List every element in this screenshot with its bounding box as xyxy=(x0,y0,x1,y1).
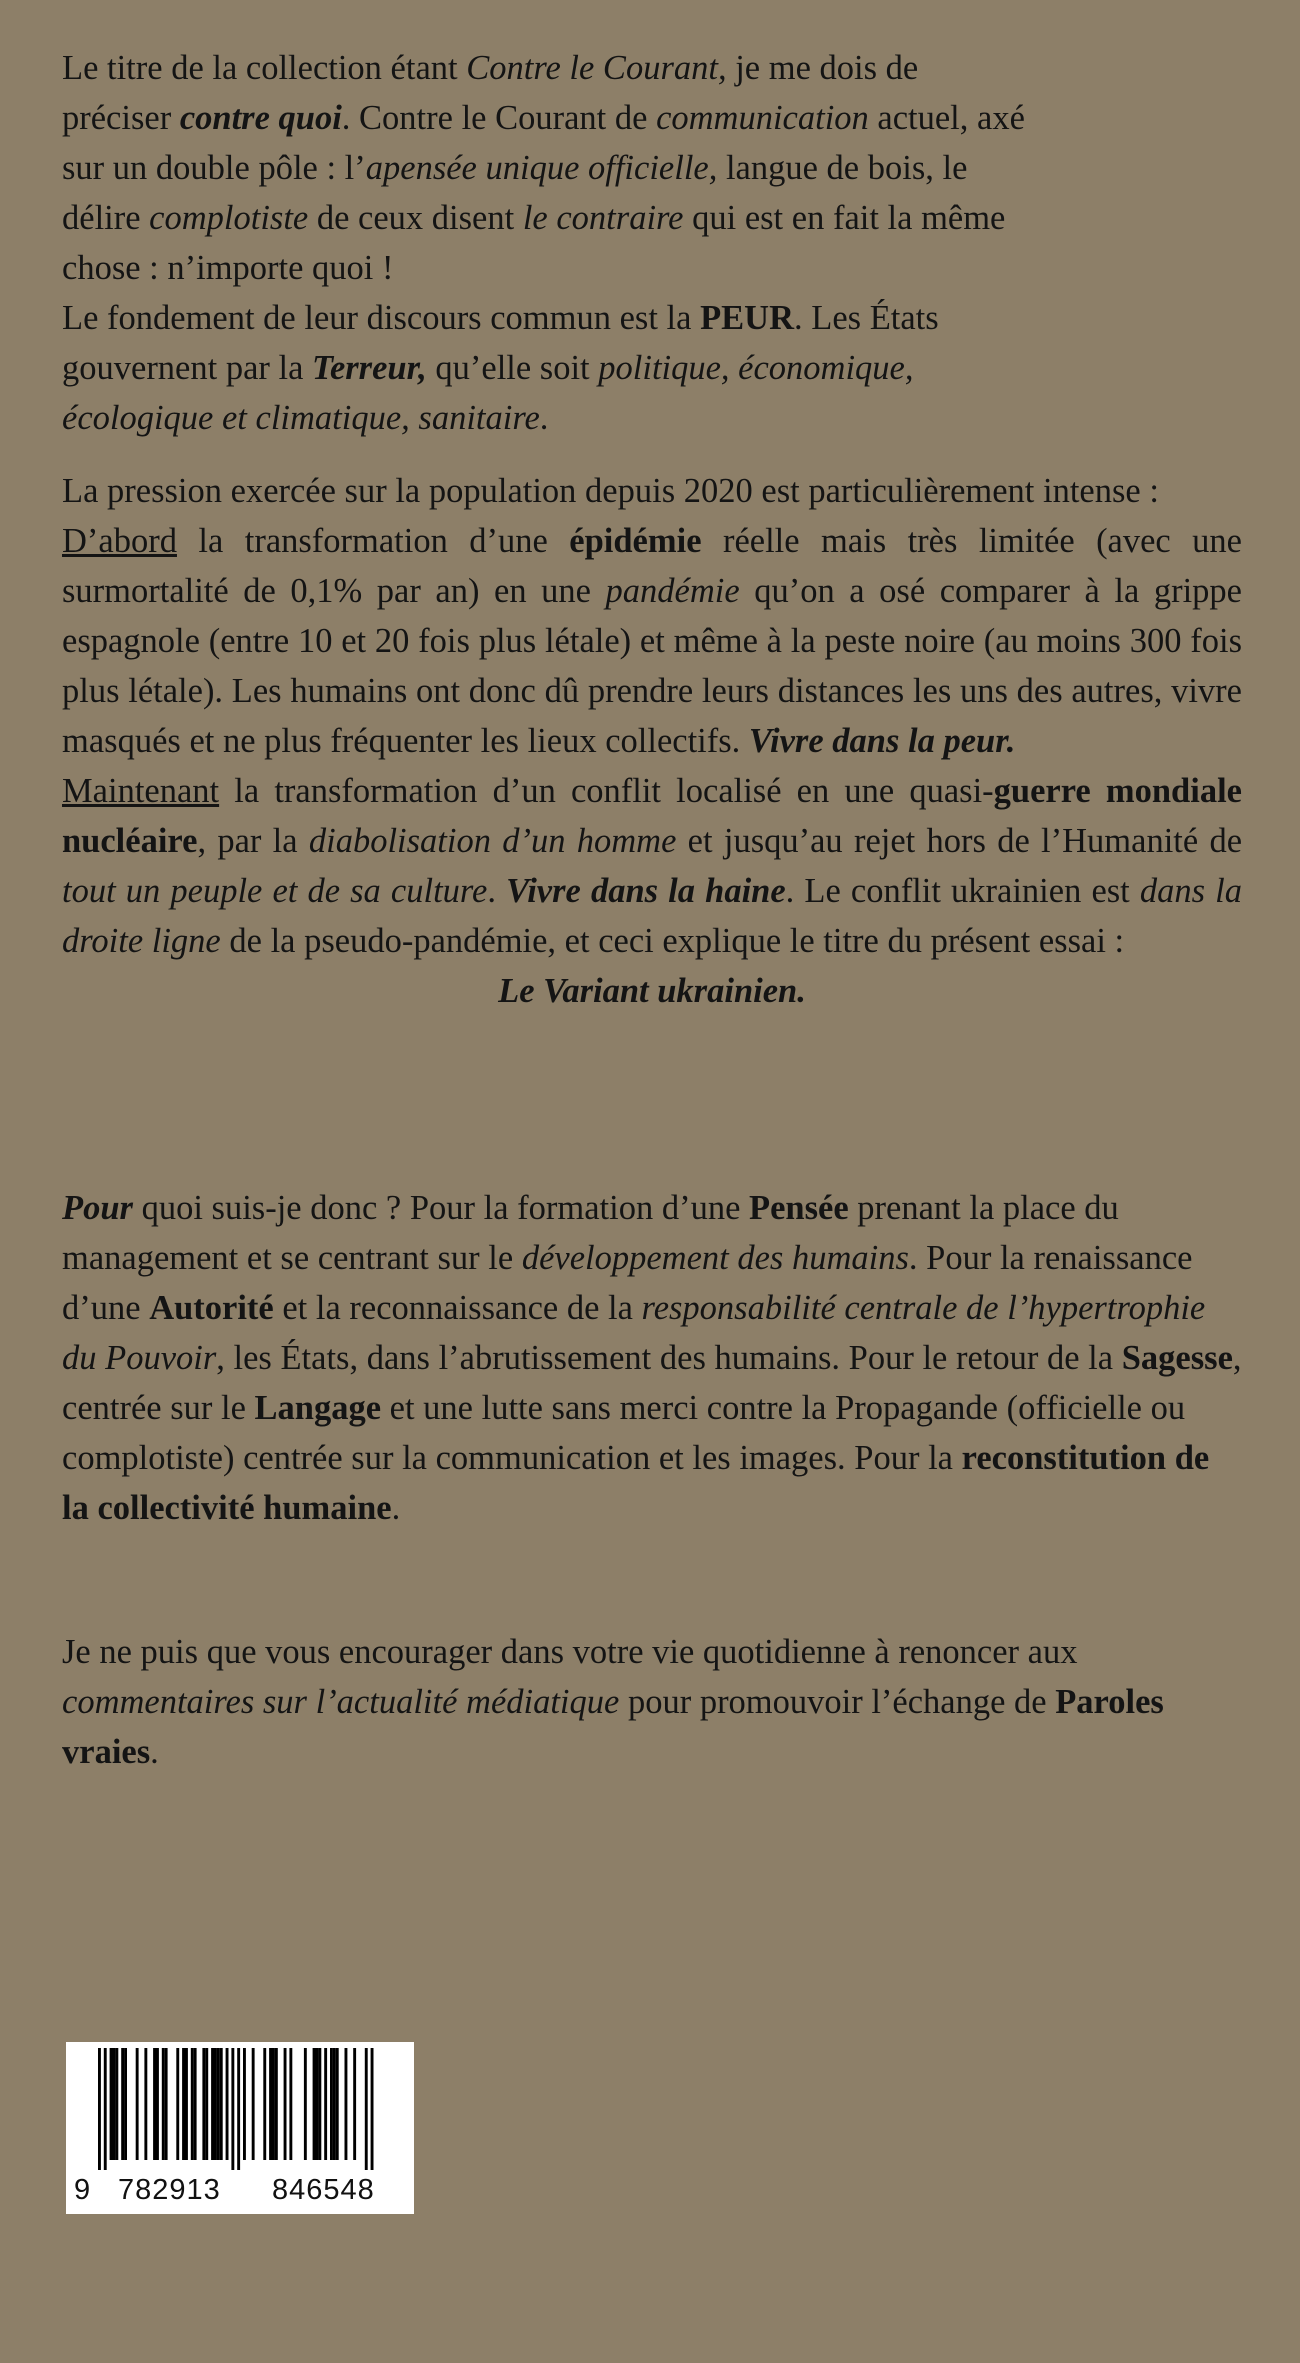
underline-run: D’abord xyxy=(62,522,177,560)
barcode-bar xyxy=(176,2048,179,2160)
barcode-bar xyxy=(185,2048,188,2160)
bold-run: reconstitution de la collectivité humaine xyxy=(62,1439,1210,1527)
barcode-bar xyxy=(202,2048,205,2160)
bold-run: épidémie xyxy=(569,522,702,560)
barcode-bar xyxy=(336,2048,339,2160)
barcode-guard-bar xyxy=(371,2048,374,2170)
paragraph-first-point xyxy=(62,516,1242,766)
text-run: délire xyxy=(62,199,150,237)
text-run: . Contre le Courant de xyxy=(341,99,657,137)
text-run: de ceux disent xyxy=(308,199,523,237)
text-run: qu’elle soit xyxy=(426,349,599,387)
text-run: . xyxy=(487,872,507,910)
barcode-bar xyxy=(214,2048,217,2160)
barcode-bar xyxy=(284,2048,287,2160)
barcode-bar xyxy=(115,2048,118,2160)
text-line: chose : n’importe quoi ! xyxy=(62,249,394,287)
underline-run: Maintenant xyxy=(62,772,220,810)
barcode-bar xyxy=(182,2048,185,2160)
barcode-guard-bar xyxy=(365,2048,368,2170)
paragraph-second-point xyxy=(62,766,1242,966)
barcode-bar xyxy=(272,2048,275,2160)
bold-run: PEUR xyxy=(700,299,794,337)
bold-italic-run: Vivre dans la peur. xyxy=(748,722,1016,760)
italic-run: le contraire xyxy=(522,199,684,237)
italic-run: diabolisation d’un homme xyxy=(308,822,677,860)
paragraph-pressure xyxy=(62,466,1242,1016)
italic-run: pandémie xyxy=(605,572,740,610)
italic-run: Contre le Courant, xyxy=(466,49,727,87)
bold-run: Autorité xyxy=(149,1289,274,1327)
barcode-bar xyxy=(110,2048,113,2160)
text-line xyxy=(62,43,1242,93)
text-run: quoi suis-je donc ? Pour la formation d’une xyxy=(132,1189,750,1227)
paragraph-body xyxy=(62,1627,1242,1777)
bold-italic-run: Terreur, xyxy=(312,349,427,387)
text-run: la transformation d’un conflit localisé en une quasi- xyxy=(219,772,994,810)
text-run: prenant la place du management et se centrant sur le xyxy=(62,1189,1119,1277)
barcode-bar xyxy=(165,2048,168,2160)
paragraph-collection-intro xyxy=(62,43,1242,443)
text-run: et une lutte sans merci contre la Propagande (officielle ou complotiste) centrée sur la communication et les images. Pour la xyxy=(62,1389,1186,1477)
barcode-bar xyxy=(243,2048,246,2160)
barcode-bar xyxy=(316,2048,319,2160)
barcode-bar xyxy=(144,2048,147,2160)
barcode-guard-bar xyxy=(231,2048,234,2170)
barcode-bar xyxy=(226,2048,229,2160)
italic-run: commentaires sur l’actualité médiatique xyxy=(62,1683,620,1721)
text-run: . Les États xyxy=(794,299,939,337)
italic-run: complotiste xyxy=(149,199,309,237)
barcode-bar xyxy=(124,2048,127,2160)
text-run: gouvernent par la xyxy=(62,349,313,387)
paragraph-encouragement xyxy=(62,1627,1242,1777)
bold-run: guerre mondiale nucléaire xyxy=(62,772,1242,860)
text-run: de la pseudo-pandémie, et ceci explique le titre du présent essai : xyxy=(220,922,1125,960)
italic-run: dans la droite ligne xyxy=(62,872,1243,960)
barcode-bar xyxy=(156,2048,159,2160)
text-run: Le titre de la collection étant xyxy=(62,49,467,87)
barcode-bar xyxy=(162,2048,165,2160)
italic-run: écologique et climatique, sanitaire xyxy=(62,399,540,437)
barcode-bar xyxy=(191,2048,194,2160)
barcode-bar xyxy=(211,2048,214,2160)
isbn-barcode xyxy=(66,2042,414,2214)
text-run: langue de bois, le xyxy=(717,149,968,187)
bold-run: Langage xyxy=(254,1389,382,1427)
barcode-bar xyxy=(330,2048,333,2160)
text-run: qu’on a osé comparer à la grippe espagnole (entre 10 et 20 fois plus létale) et même à la peste noire (au moins 300 fois plus létale). Les humains ont donc dû prendre leurs distances les uns des autres, vivre masqués et ne plus fréquenter les lieux collectifs. xyxy=(62,572,1242,760)
italic-run: communication xyxy=(656,99,869,137)
text-run: préciser xyxy=(62,99,180,137)
text-run: . xyxy=(391,1489,401,1527)
barcode-bar xyxy=(217,2048,220,2160)
paragraph-body xyxy=(62,1183,1242,1533)
text-run: sur un double pôle : l’ xyxy=(62,149,366,187)
barcode-bar xyxy=(220,2048,223,2160)
isbn-digits-left: 782913 xyxy=(118,2174,221,2206)
barcode-bar xyxy=(113,2048,116,2160)
barcode-bars xyxy=(66,2042,414,2170)
bold-run: Paroles vraies xyxy=(62,1683,1164,1771)
text-run: , centrée sur le xyxy=(62,1339,1242,1427)
text-line xyxy=(62,193,1242,243)
text-run: et jusqu’au rejet hors de l’Humanité de xyxy=(676,822,1243,860)
isbn-digits xyxy=(66,2170,414,2210)
text-line xyxy=(62,343,1242,393)
barcode-bar xyxy=(153,2048,156,2160)
italic-run: apensée unique officielle, xyxy=(365,149,718,187)
bold-italic-run: contre quoi xyxy=(179,99,342,137)
barcode-bar xyxy=(324,2048,327,2160)
text-run: , par la xyxy=(197,822,309,860)
barcode-guard-bar xyxy=(98,2048,101,2170)
italic-run: politique, économique, xyxy=(598,349,914,387)
text-run: la transformation d’une xyxy=(176,522,570,560)
barcode-bar xyxy=(333,2048,336,2160)
text-run: réelle mais très limitée (avec une surmortalité de 0,1% par an) en une xyxy=(62,522,1242,610)
barcode-bar xyxy=(205,2048,208,2160)
text-run: je me dois de xyxy=(726,49,919,87)
text-run: , les États, dans l’abrutissement des humains. Pour le retour de la xyxy=(216,1339,1122,1377)
barcode-bar xyxy=(194,2048,197,2160)
text-run: et la reconnaissance de la xyxy=(273,1289,642,1327)
isbn-digits-right: 846548 xyxy=(272,2174,375,2206)
paragraph-for-what xyxy=(62,1183,1242,1533)
text-run: . xyxy=(150,1733,159,1771)
text-run: Le fondement de leur discours commun est la xyxy=(62,299,701,337)
text-line xyxy=(62,293,1242,343)
barcode-bar xyxy=(345,2048,348,2160)
barcode-bar xyxy=(136,2048,139,2160)
barcode-bar xyxy=(121,2048,124,2160)
text-run: pour promouvoir l’échange de xyxy=(619,1683,1056,1721)
barcode-bar xyxy=(252,2048,255,2160)
text-line xyxy=(62,93,1242,143)
barcode-bar xyxy=(263,2048,266,2160)
barcode-bar xyxy=(313,2048,316,2160)
barcode-bar xyxy=(304,2048,307,2160)
italic-run: développement des humains xyxy=(521,1239,909,1277)
essay-title: Le Variant ukrainien. xyxy=(498,972,806,1010)
text-run: Je ne puis que vous encourager dans votre vie quotidienne à renoncer aux xyxy=(62,1633,1078,1671)
bold-italic-run: Pour xyxy=(62,1189,133,1227)
barcode-bar xyxy=(318,2048,321,2160)
isbn-digit-first: 9 xyxy=(74,2174,92,2206)
barcode-guard-bar xyxy=(104,2048,107,2170)
bold-italic-run: Vivre dans la haine xyxy=(506,872,786,910)
text-run: . Pour la renaissance d’une xyxy=(62,1239,1193,1327)
italic-run: responsabilité centrale de l’hypertrophie du Pouvoir xyxy=(62,1289,1206,1377)
barcode-bar xyxy=(269,2048,272,2160)
paragraph-intro: La pression exercée sur la population depuis 2020 est particulièrement intense : xyxy=(62,472,1159,510)
text-line xyxy=(62,393,1242,443)
bold-run: Pensée xyxy=(749,1189,849,1227)
text-run: . xyxy=(539,399,549,437)
italic-run: tout un peuple et de sa culture xyxy=(62,872,488,910)
barcode-guard-bar xyxy=(237,2048,240,2170)
barcode-bar xyxy=(275,2048,278,2160)
bold-run: Sagesse xyxy=(1121,1339,1233,1377)
barcode-bar xyxy=(353,2048,356,2160)
text-run: . Le conflit ukrainien est xyxy=(785,872,1140,910)
barcode-bar xyxy=(289,2048,292,2160)
text-run: actuel, axé xyxy=(868,99,1025,137)
text-run: qui est en fait la même xyxy=(683,199,1006,237)
text-line xyxy=(62,143,1242,193)
